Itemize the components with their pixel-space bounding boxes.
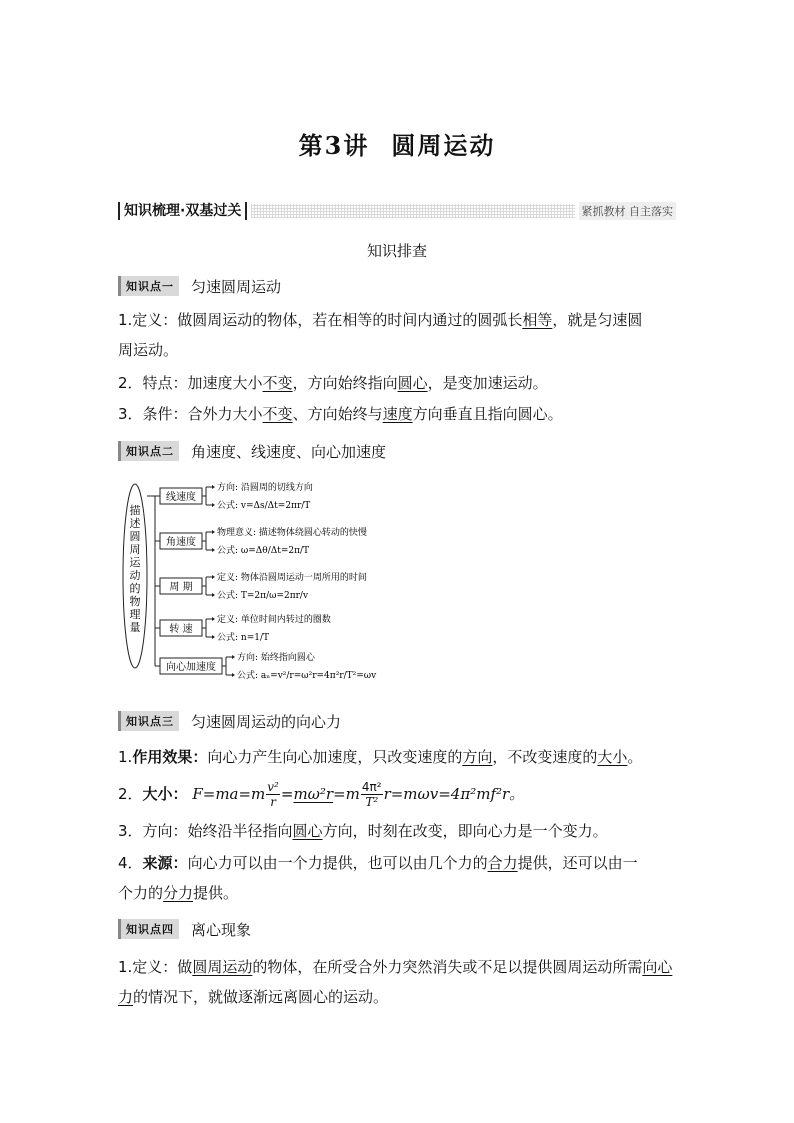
page-title <box>0 126 794 161</box>
knowledge-point-4-header <box>118 919 251 939</box>
node-line-1: 定义: 单位时间内转过的圈数 <box>217 615 331 625</box>
kp1-characteristics: 2．特点：加速度大小不变，方向始终指向圆心，是变加速运动。 <box>118 374 548 392</box>
knowledge-point-name: 角速度、线速度、向心加速度 <box>191 442 387 461</box>
knowledge-point-name: 匀速圆周运动的向心力 <box>191 712 342 731</box>
arrow-head <box>212 635 215 639</box>
kp1-conditions: 3．条件：合外力大小不变、方向始终与速度方向垂直且指向圆心。 <box>118 405 563 423</box>
node-line-2: 公式: n=1/T <box>217 633 269 643</box>
arrow-head <box>212 503 215 507</box>
arrow-head <box>212 548 215 552</box>
node-label: 转 速 <box>169 624 193 635</box>
arrow-head <box>232 655 235 659</box>
section-bar-pattern <box>251 204 574 218</box>
node-label: 线速度 <box>166 492 196 503</box>
section-title: 知识梳理·双基过关 <box>118 202 247 220</box>
kp3-effect: 1.作用效果：向心力产生向心加速度，只改变速度的方向，不改变速度的大小。 <box>118 748 643 766</box>
node-line-2: 公式: aₙ=v²/r=ω²r=4π²r/T²=ωv <box>237 671 377 681</box>
knowledge-point-tag: 知识点一 <box>118 276 179 296</box>
kp3-source: 4．来源：向心力可以由一个力提供，也可以由几个力的合力提供，还可以由一 个力的分力提供。 <box>118 854 638 902</box>
kp4-definition: 1.定义：做圆周运动的物体，在所受合外力突然消失或不足以提供圆周运动所需向心力的情况下，就做逐渐远离圆心的运动。 <box>118 958 673 1006</box>
root-label: 描述圆周运动的物理量 <box>129 504 141 634</box>
arrow-head <box>212 485 215 489</box>
arrow-head <box>212 617 215 621</box>
concept-map <box>118 478 418 688</box>
arrow-head <box>212 530 215 534</box>
node-line-1: 方向: 始终指向圆心 <box>237 653 315 663</box>
knowledge-point-1-header <box>118 276 281 296</box>
fraction-v2-r: $\frac{\text{v²}}{r}$ <box>267 780 279 809</box>
section-note: 紧抓教材 自主落实 <box>579 202 677 220</box>
lecture-topic: 圆周运动 <box>391 131 496 160</box>
knowledge-point-tag: 知识点三 <box>118 711 179 731</box>
lecture-number: 第3讲 <box>298 131 370 160</box>
kp3-magnitude: 2．大小： F=ma=m $\frac{\text{v²}}{r}$ =mω²r=m $\frac{\text{4π²}}{\text{T²}}$ r=mωv=4π²mf²r。 <box>118 780 525 809</box>
knowledge-point-tag: 知识点二 <box>118 441 179 461</box>
arrow-head <box>212 575 215 579</box>
node-line-2: 公式: T=2π/ω=2πr/v <box>217 591 309 601</box>
node-line-1: 方向: 沿圆周的切线方向 <box>217 483 313 493</box>
node-label: 向心加速度 <box>166 662 216 673</box>
knowledge-point-3-header <box>118 711 341 731</box>
node-line-2: 公式: v=Δs/Δt=2πr/T <box>217 501 311 511</box>
knowledge-point-tag: 知识点四 <box>118 919 179 939</box>
node-label: 周 期 <box>169 582 193 593</box>
node-line-1: 物理意义: 描述物体绕圆心转动的快慢 <box>217 528 367 538</box>
arrow-head <box>212 593 215 597</box>
section-bar <box>118 201 676 221</box>
fraction-4pi2-t2: $\frac{\text{4π²}}{\text{T²}}$ <box>361 780 382 809</box>
arrow-head <box>232 673 235 677</box>
subsection-title: 知识排查 <box>366 242 427 260</box>
node-label: 角速度 <box>166 537 196 548</box>
kp1-definition: 1.定义：做圆周运动的物体，若在相等的时间内通过的圆弧长相等，就是匀速圆 周运动。 <box>118 311 643 359</box>
knowledge-point-name: 离心现象 <box>191 920 252 939</box>
kp3-direction: 3．方向：始终沿半径指向圆心方向，时刻在改变，即向心力是一个变力。 <box>118 822 608 840</box>
node-line-2: 公式: ω=Δθ/Δt=2π/T <box>217 546 310 556</box>
node-line-1: 定义: 物体沿圆周运动一周所用的时间 <box>217 573 367 583</box>
knowledge-point-2-header <box>118 441 386 461</box>
knowledge-point-name: 匀速圆周运动 <box>191 277 282 296</box>
